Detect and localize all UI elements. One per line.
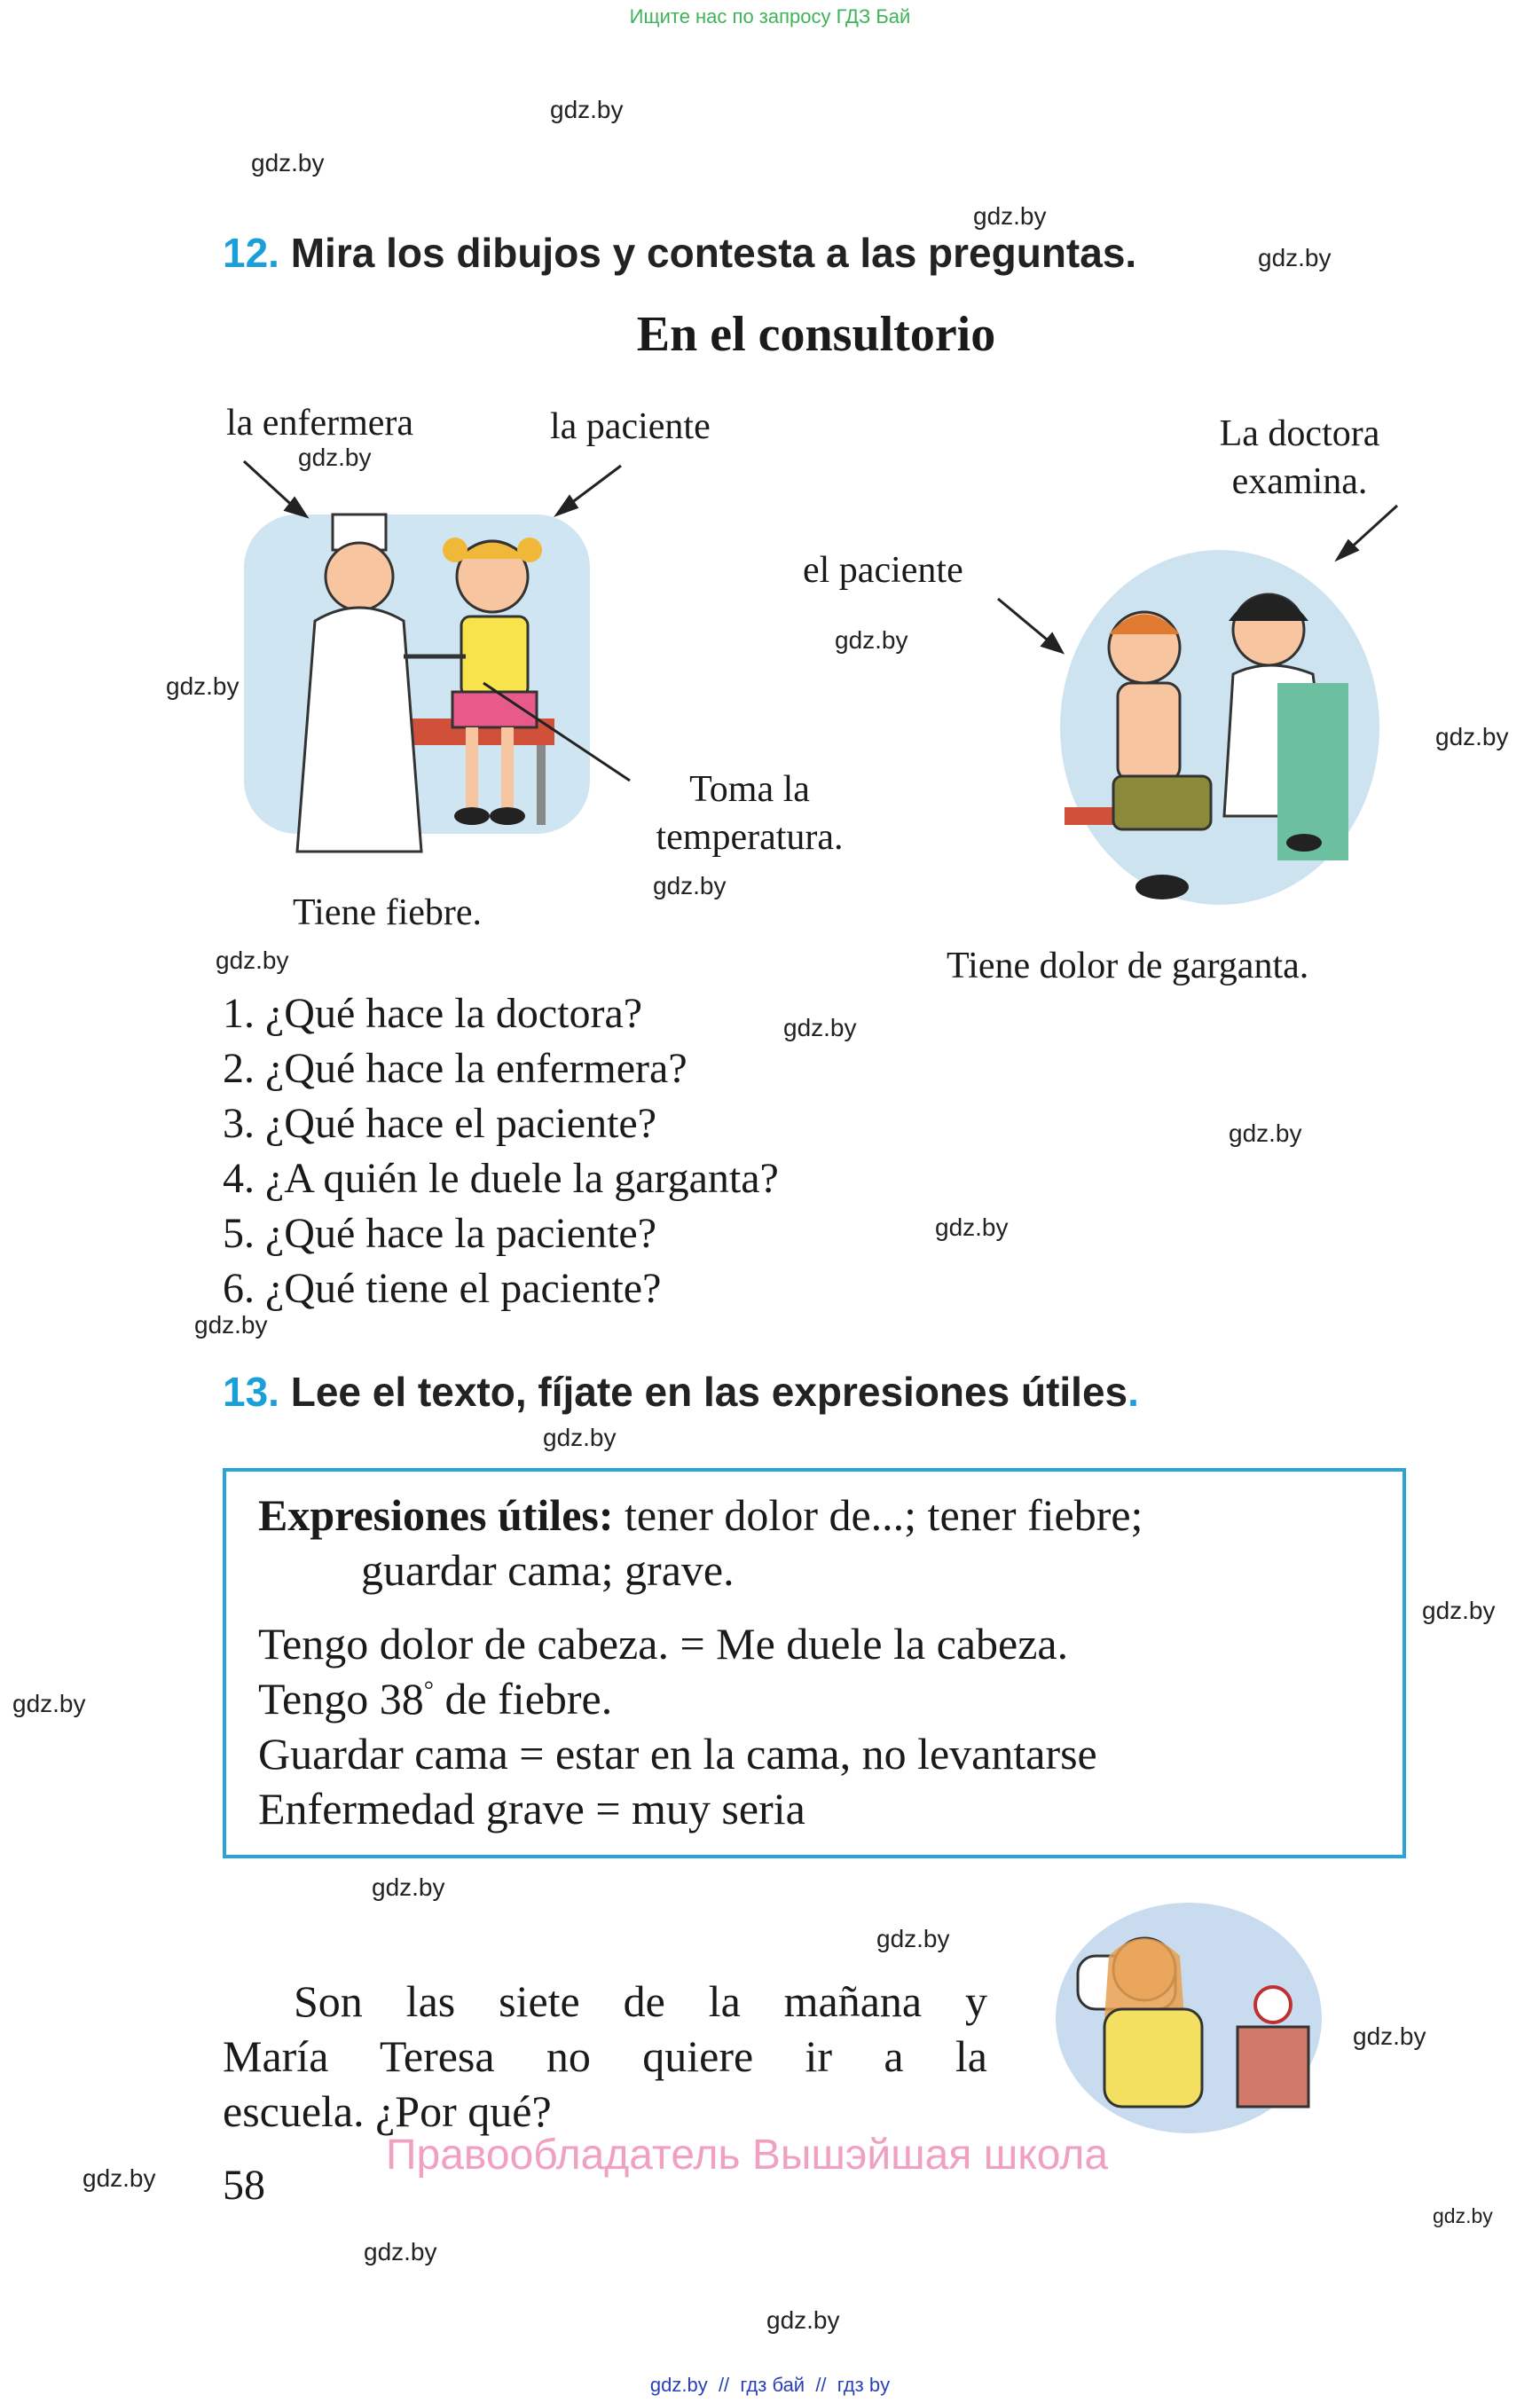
question-2: 2. ¿Qué hace la enfermera?: [223, 1045, 688, 1092]
exercise-13-heading: [223, 1368, 1139, 1416]
label-la-doctora-line1: La doctora: [1219, 413, 1380, 454]
watermark: gdz.by: [876, 1925, 950, 1952]
page-number: 58: [223, 2162, 265, 2209]
label-la-paciente: la paciente: [550, 406, 711, 447]
watermark: gdz.by: [1433, 2204, 1493, 2227]
watermark: gdz.by: [251, 149, 325, 177]
label-toma-la-temperatura: [621, 766, 878, 861]
label-la-doctora-line2: examina.: [1231, 461, 1368, 502]
watermark: gdz.by: [1353, 2022, 1426, 2050]
top-banner[interactable]: Ищите нас по запросу ГДЗ Бай: [629, 5, 911, 27]
watermark: gdz.by: [1435, 723, 1509, 750]
exercise-number: 12.: [223, 230, 279, 276]
watermark: gdz.by: [973, 202, 1047, 230]
watermark: gdz.by: [194, 1311, 268, 1339]
footer-links[interactable]: gdz.by // гдз бай // гдз by: [649, 2374, 891, 2396]
watermark: gdz.by: [653, 872, 727, 899]
watermark: gdz.by: [543, 1424, 617, 1451]
watermark: gdz.by: [766, 2306, 840, 2334]
exercise-period: .: [1128, 1369, 1139, 1415]
label-el-paciente: el paciente: [803, 550, 963, 591]
watermark: gdz.by: [82, 2164, 156, 2192]
watermark: gdz.by: [783, 1014, 857, 1041]
question-4: 4. ¿A quién le duele la garganta?: [223, 1155, 779, 1202]
story-paragraph: [223, 1974, 987, 2139]
expressions-line-4a: Tengo 38: [258, 1674, 424, 1724]
girl-in-bed-illustration: [1051, 1894, 1326, 2133]
expressions-line-5: Guardar cama = estar en la cama, no levantarse: [258, 1729, 1097, 1779]
story-line-2: María Teresa no quiere ir a la: [223, 2031, 987, 2081]
label-tiene-dolor-garganta: Tiene dolor de garganta.: [947, 946, 1309, 986]
exercise-instruction: Mira los dibujos y contesta a las preguntas.: [290, 230, 1137, 276]
degree-sign: °: [423, 1677, 434, 1705]
watermark: gdz.by: [298, 444, 372, 471]
question-6: 6. ¿Qué tiene el paciente?: [223, 1265, 662, 1312]
expressions-line-2: guardar cama; grave.: [361, 1545, 735, 1595]
copyright-notice: Правообладатель Вышэйшая школа: [386, 2132, 1109, 2179]
label-tiene-fiebre: Tiene fiebre.: [293, 892, 483, 933]
watermark: gdz.by: [1258, 244, 1332, 271]
expressions-box: [223, 1468, 1406, 1858]
story-line-1: Son las siete de la mañana y: [294, 1976, 987, 2026]
watermark: gdz.by: [166, 672, 240, 700]
expressions-heading: Expresiones útiles:: [258, 1490, 614, 1540]
watermark: gdz.by: [835, 626, 908, 654]
exercise-number: 13.: [223, 1369, 279, 1415]
question-3: 3. ¿Qué hace el paciente?: [223, 1100, 657, 1147]
expressions-line-4b: de fiebre.: [433, 1674, 613, 1724]
expressions-line-6: Enfermedad grave = muy seria: [258, 1784, 805, 1834]
expressions-line-3: Tengo dolor de cabeza. = Me duele la cabeza.: [258, 1619, 1069, 1669]
watermark: gdz.by: [372, 1873, 445, 1901]
label-la-enfermera: la enfermera: [226, 403, 414, 444]
watermark: gdz.by: [550, 96, 624, 123]
watermark: gdz.by: [935, 1213, 1009, 1241]
watermark: gdz.by: [1229, 1119, 1302, 1147]
section-title: En el consultorio: [636, 307, 996, 362]
watermark: gdz.by: [12, 1690, 86, 1717]
story-line-3: escuela. ¿Por qué?: [223, 2086, 552, 2136]
label-la-doctora: [1198, 410, 1402, 506]
expressions-heading-line: [258, 1489, 1143, 1541]
expressions-heading-rest: tener dolor de...; tener fiebre;: [613, 1490, 1143, 1540]
label-toma-line2: temperatura.: [656, 817, 844, 858]
label-toma-line1: Toma la: [689, 769, 810, 810]
question-1: 1. ¿Qué hace la doctora?: [223, 990, 643, 1037]
expressions-line-4: [258, 1673, 612, 1724]
watermark: gdz.by: [364, 2238, 437, 2266]
watermark: gdz.by: [1422, 1597, 1496, 1624]
watermark: gdz.by: [216, 946, 289, 974]
exercise-instruction: Lee el texto, fíjate en las expresiones útiles: [290, 1369, 1128, 1415]
question-5: 5. ¿Qué hace la paciente?: [223, 1210, 657, 1257]
